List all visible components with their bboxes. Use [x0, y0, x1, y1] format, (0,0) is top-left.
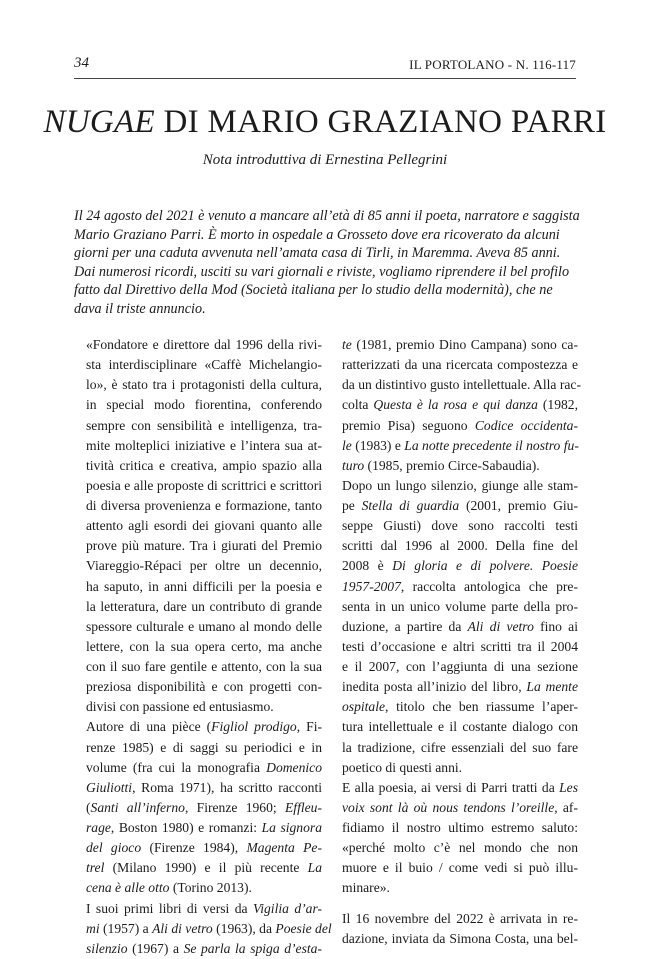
intro-line: fatto dal Direttivo della Mod (Società italiana per lo studio della modernità), che ne	[74, 282, 553, 298]
text-line	[342, 516, 578, 536]
text-line	[86, 556, 322, 576]
text-line	[342, 858, 578, 878]
text-run: , titolo che ben riassume l’aper-	[385, 699, 578, 715]
text-line	[342, 375, 581, 395]
text-line	[342, 496, 578, 516]
text-line	[342, 456, 578, 476]
text-run: , af-	[554, 799, 578, 815]
text-line	[86, 919, 332, 939]
text-line	[86, 436, 322, 456]
text-run: Dopo un lungo silenzio, giunge alle stam-	[342, 477, 578, 493]
text-run: preziosa disponibilità e con progetti con-	[86, 679, 322, 695]
text-line	[342, 355, 578, 375]
article-title	[0, 104, 650, 141]
text-run: poesia e alle proposte di scrittrici e scrittori	[86, 477, 322, 493]
text-run: sta interdisciplinare «Caffè Michelangio-	[86, 357, 322, 373]
text-line	[342, 878, 578, 898]
text-line	[342, 697, 578, 717]
text-run: (1967) a	[127, 940, 184, 956]
italic-run: Figliol prodigo	[211, 719, 297, 735]
title-rest: DI MARIO GRAZIANO PARRI	[154, 104, 607, 140]
italic-run: Vigilia d’ar-	[252, 900, 322, 916]
text-run: Viareggio-Répaci per oltre un decennio,	[86, 558, 322, 574]
article-subtitle: Nota introduttiva di Ernestina Pellegrini	[202, 152, 448, 168]
text-line	[342, 597, 578, 617]
header-rule	[74, 78, 576, 79]
italic-run: Giuliotti	[86, 779, 133, 795]
text-line	[86, 637, 322, 657]
text-run: pe	[342, 498, 362, 513]
italic-run: Ali di vetro	[152, 920, 213, 936]
text-run: da un distintivo gusto intellettuale. Alla rac-	[342, 377, 581, 393]
text-line	[86, 456, 322, 476]
text-run: I suoi primi libri di versi da	[86, 900, 253, 916]
text-run: (1963), da	[212, 920, 276, 936]
text-line	[86, 798, 322, 818]
text-run: con il suo fare gentile e attento, con la sua	[86, 659, 322, 674]
text-line	[86, 717, 322, 737]
text-run: inedita posta all’inizio del libro,	[342, 679, 527, 695]
text-line	[86, 375, 322, 395]
italic-run: voix sont là où nous tendons l’oreille	[342, 799, 555, 815]
text-run: volume (fra cui la monografia	[86, 759, 267, 775]
text-run: Il 16 novembre del 2022 è arrivata in re-	[342, 910, 578, 926]
text-run: , Boston 1980) e romanzi:	[110, 820, 262, 835]
text-run: (	[86, 799, 91, 815]
text-run: (Firenze 1984),	[141, 840, 247, 856]
running-head: IL PORTOLANO - N. 116-117	[409, 57, 576, 72]
text-line	[342, 838, 578, 858]
text-run: fino ai	[533, 618, 578, 634]
intro-line: Mario Graziano Parri. È morto in ospedale a Grosseto dove era ricoverato da alcuni	[74, 226, 560, 243]
text-line	[86, 677, 322, 697]
text-run: fidiamo il nostro ultimo estremo saluto:	[342, 820, 578, 835]
text-run: , Firenze 1960;	[184, 799, 285, 815]
text-run: , Roma 1971), ha scritto racconti	[132, 779, 322, 795]
text-line	[86, 939, 322, 959]
text-run: premio Pisa) seguono	[342, 417, 475, 433]
text-run: spessore culturale e umano al mondo delle	[86, 618, 322, 634]
text-line	[342, 476, 578, 496]
text-run: lettere, con la sua opera certo, ma anche	[86, 638, 322, 654]
italic-run: mi	[86, 920, 100, 936]
paragraph-gap	[342, 899, 578, 909]
italic-run: Domenico	[266, 759, 322, 775]
text-run: , raccolta antologica che pre-	[400, 578, 578, 594]
text-run: Autore di una pièce (	[86, 719, 212, 735]
text-line	[342, 758, 578, 778]
italic-run: Codice occidenta-	[474, 417, 578, 433]
text-run: , Fi-	[296, 719, 322, 735]
intro-line: Dai numerosi ricordi, usciti su vari giornali e riviste, vogliamo riprendere il bel profilo	[74, 263, 570, 280]
text-line	[342, 657, 578, 677]
text-run: poetico di questi anni.	[342, 759, 463, 775]
text-run: ha saputo, in anni difficili per la poesia e	[86, 578, 322, 594]
text-run: muore e il buio / come vedi si può illu-	[342, 860, 578, 876]
text-run: (1985, premio Circe-Sabaudia).	[364, 457, 540, 473]
text-line	[342, 717, 578, 737]
page-number: 34	[74, 55, 89, 71]
text-line	[86, 536, 322, 556]
italic-run: le	[342, 437, 352, 453]
italic-run: te	[342, 337, 352, 352]
text-line	[342, 617, 578, 637]
intro-line: Il 24 agosto del 2021 è venuto a mancare all’età di 85 anni il poeta, narratore e saggista	[74, 208, 580, 224]
text-line	[86, 838, 322, 858]
text-run: colta	[342, 397, 374, 413]
italic-run: Poesie del	[275, 920, 332, 936]
text-run: di diversa provenienza e formazione, tanto	[86, 498, 322, 513]
text-line	[86, 758, 322, 778]
italic-run: Les	[559, 779, 578, 795]
text-line	[86, 697, 322, 717]
body-column-left	[86, 335, 332, 959]
italic-run: Effleu-	[285, 799, 322, 815]
text-line	[86, 355, 322, 375]
text-line	[86, 878, 322, 898]
italic-run: 1957-2007	[342, 578, 401, 594]
text-line	[342, 798, 578, 818]
text-line	[342, 436, 578, 456]
text-run: sempre con sensibilità e intelligenza, tra-	[86, 417, 322, 433]
text-line	[86, 657, 322, 677]
text-run: (1982,	[537, 397, 578, 413]
text-run: testi d’occasione e altri scritti tra il 2004	[342, 638, 578, 654]
text-run: «perché molto c’è nel mondo che non	[342, 840, 578, 856]
text-run: e il 2007, con l’aggiunta di una sezione	[342, 659, 578, 674]
text-run: (1957) a	[99, 920, 153, 936]
title-italic-part: NUGAE	[43, 104, 155, 140]
text-run: dazione, inviata da Simona Costa, una bel-	[342, 930, 578, 946]
text-line	[86, 597, 322, 617]
text-run: tura intellettuale e il costante dialogo con	[342, 719, 578, 735]
text-run: (2001, premio Giu-	[459, 498, 578, 513]
text-run: in special modo fiorentina, conferendo	[86, 397, 322, 413]
text-line	[342, 395, 578, 415]
text-run: E alla poesia, ai versi di Parri tratti da	[342, 779, 560, 795]
text-run: mite molteplici iniziative e l’intera sua at-	[86, 437, 322, 453]
text-line	[86, 617, 322, 637]
text-run: la tradizione, cifre essenziali del suo fare	[342, 739, 578, 755]
text-line	[86, 778, 322, 798]
italic-run: del gioco	[86, 840, 142, 856]
italic-run: La mente	[526, 679, 578, 695]
text-run: duzione, a partire da	[342, 618, 468, 634]
text-line	[86, 738, 322, 758]
text-line	[86, 395, 322, 415]
intro-line: dava il triste annuncio.	[74, 300, 206, 317]
text-line	[86, 496, 322, 516]
italic-run: Di gloria e di polvere. Poesie	[392, 558, 578, 574]
text-run: tività critica e creativa, ampio spazio alla	[86, 457, 322, 473]
italic-run: ospitale	[342, 699, 386, 715]
italic-run: turo	[342, 457, 365, 473]
text-run: (Milano 1990) e il più recente	[104, 860, 308, 876]
text-line	[342, 909, 578, 929]
text-line	[342, 536, 578, 556]
text-run: (1981, premio Dino Campana) sono ca-	[351, 337, 578, 352]
text-run: scritti dal 1996 al 2000. Della fine del	[342, 538, 578, 554]
italic-run: Se parla la spiga d’esta-	[183, 940, 322, 956]
intro-line: giorni per una caduta avvenuta nell’amata casa di Tirli, in Maremma. Aveva 85 anni.	[74, 245, 561, 261]
text-line	[86, 818, 322, 838]
text-run: (Torino 2013).	[169, 880, 252, 896]
text-line	[342, 778, 578, 798]
body-column-right	[342, 335, 581, 949]
text-line	[86, 858, 322, 878]
text-run: ratterizzati da una ricercata compostezza e	[342, 357, 578, 373]
text-line	[342, 738, 578, 758]
text-run: senta in un unico volume parte della pro-	[342, 598, 578, 614]
text-line	[86, 516, 322, 536]
text-line	[342, 677, 578, 697]
text-line	[342, 818, 578, 838]
text-line	[342, 637, 578, 657]
text-line	[86, 416, 322, 436]
text-line	[86, 577, 322, 597]
italic-run: La signora	[261, 820, 322, 835]
italic-run: La	[307, 860, 322, 876]
text-run: «Fondatore e direttore dal 1996 della rivi-	[86, 337, 322, 352]
text-run: lo», è stato tra i protagonisti della cultura,	[86, 377, 322, 393]
text-run: divisi con passione ed entusiasmo.	[86, 699, 274, 715]
intro-paragraph	[74, 207, 578, 318]
text-run: attento agli esordi dei giovani quanto alle	[86, 518, 322, 534]
text-line	[86, 476, 322, 496]
text-run: renze 1985) e di saggi su periodici e in	[86, 739, 322, 755]
text-run: minare».	[342, 880, 390, 896]
italic-run: Ali di vetro	[467, 618, 534, 634]
italic-run: rage	[86, 820, 111, 835]
text-line	[86, 899, 322, 919]
italic-run: Stella di guardia	[361, 498, 460, 513]
italic-run: La notte precedente il nostro fu-	[404, 437, 579, 453]
italic-run: trel	[86, 860, 105, 876]
text-line	[342, 556, 578, 576]
text-line	[342, 335, 578, 355]
italic-run: cena è alle otto	[86, 880, 170, 896]
text-line	[342, 929, 578, 949]
text-run: la letteratura, dare un contributo di grande	[86, 598, 322, 614]
text-line	[86, 335, 322, 355]
text-run: prove più mature. Tra i giurati del Premio	[86, 538, 322, 554]
text-run: (1983) e	[351, 437, 405, 453]
italic-run: Magenta Pe-	[246, 840, 322, 856]
italic-run: silenzio	[86, 940, 128, 956]
text-run: seppe Giusti) dove sono raccolti testi	[342, 518, 578, 534]
text-line	[342, 416, 578, 436]
italic-run: Santi all’inferno	[90, 799, 185, 815]
text-run: 2008 è	[342, 558, 393, 574]
text-line	[342, 577, 578, 597]
italic-run: Questa è la rosa e qui danza	[373, 397, 538, 413]
